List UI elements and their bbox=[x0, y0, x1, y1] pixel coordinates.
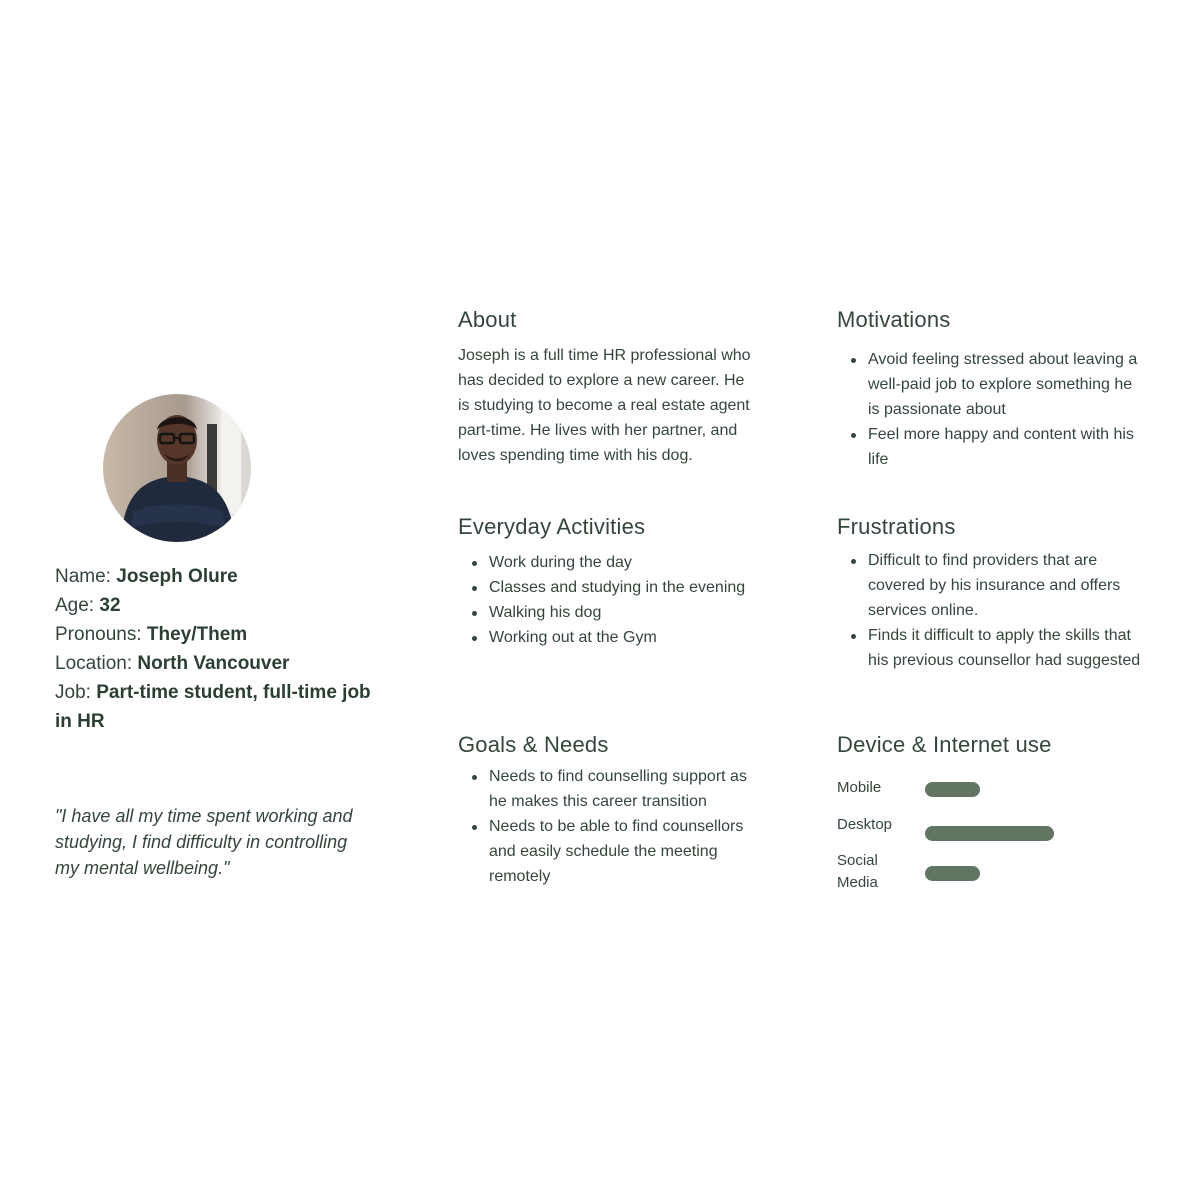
list-item: Needs to find counselling support as he makes this career transition bbox=[458, 764, 758, 814]
list-item: Feel more happy and content with his life bbox=[837, 422, 1142, 472]
goals-section bbox=[458, 732, 758, 889]
location-row bbox=[55, 649, 385, 678]
list-item: Walking his dog bbox=[458, 600, 798, 625]
list-item: Finds it difficult to apply the skills that his previous counsellor had suggested bbox=[837, 623, 1142, 673]
everyday-section bbox=[458, 514, 798, 650]
name-row bbox=[55, 562, 385, 591]
motivations-title: Motivations bbox=[837, 307, 951, 332]
pronouns-value: They/Them bbox=[146, 624, 248, 645]
age-value: 32 bbox=[99, 595, 121, 616]
profile-info bbox=[55, 562, 385, 736]
persona-quote: "I have all my time spent working and studying, I find difficulty in controlling my mental wellbeing." bbox=[55, 806, 353, 878]
frustrations-list bbox=[837, 548, 1142, 673]
device-title: Device & Internet use bbox=[837, 732, 1052, 757]
job-label: Job: bbox=[55, 682, 91, 703]
device-bar-desktop bbox=[925, 826, 1054, 841]
location-label: Location: bbox=[55, 653, 133, 674]
location-value: North Vancouver bbox=[137, 653, 290, 674]
name-value: Joseph Olure bbox=[116, 566, 238, 587]
device-bar-mobile bbox=[925, 782, 980, 797]
job-row bbox=[55, 678, 385, 736]
frustrations-title: Frustrations bbox=[837, 514, 956, 539]
job-value: Part-time student, full-time job in HR bbox=[55, 682, 371, 732]
age-row bbox=[55, 591, 385, 620]
list-item: Work during the day bbox=[458, 550, 798, 575]
device-bar-social-media bbox=[925, 866, 980, 881]
device-label-desktop: Desktop bbox=[837, 816, 893, 833]
frustrations-section bbox=[837, 514, 1142, 673]
device-label-social-media: Social Media bbox=[837, 852, 878, 891]
device-label-mobile: Mobile bbox=[837, 779, 882, 796]
list-item: Difficult to find providers that are covered by his insurance and offers services online. bbox=[837, 548, 1142, 623]
list-item: Classes and studying in the evening bbox=[458, 575, 798, 600]
profile-photo bbox=[103, 394, 251, 542]
person-photo-illustration bbox=[103, 394, 251, 542]
pronouns-row bbox=[55, 620, 385, 649]
everyday-title: Everyday Activities bbox=[458, 514, 646, 539]
about-title: About bbox=[458, 307, 517, 332]
list-item: Working out at the Gym bbox=[458, 625, 798, 650]
pronouns-label: Pronouns: bbox=[55, 624, 142, 645]
goals-title: Goals & Needs bbox=[458, 732, 609, 757]
about-text: Joseph is a full time HR professional who has decided to explore a new career. He is studying to become a real estate agent part-time. He lives with her partner, and loves spending time with his dog. bbox=[458, 347, 751, 464]
list-item: Avoid feeling stressed about leaving a well-paid job to explore something he is passionate about bbox=[837, 347, 1142, 422]
goals-list bbox=[458, 764, 758, 889]
device-section bbox=[837, 732, 1142, 758]
about-section bbox=[458, 307, 758, 468]
list-item: Needs to be able to find counsellors and easily schedule the meeting remotely bbox=[458, 814, 758, 889]
motivations-list bbox=[837, 347, 1142, 472]
everyday-list bbox=[458, 550, 798, 650]
name-label: Name: bbox=[55, 566, 111, 587]
age-label: Age: bbox=[55, 595, 95, 616]
motivations-section bbox=[837, 307, 1142, 472]
